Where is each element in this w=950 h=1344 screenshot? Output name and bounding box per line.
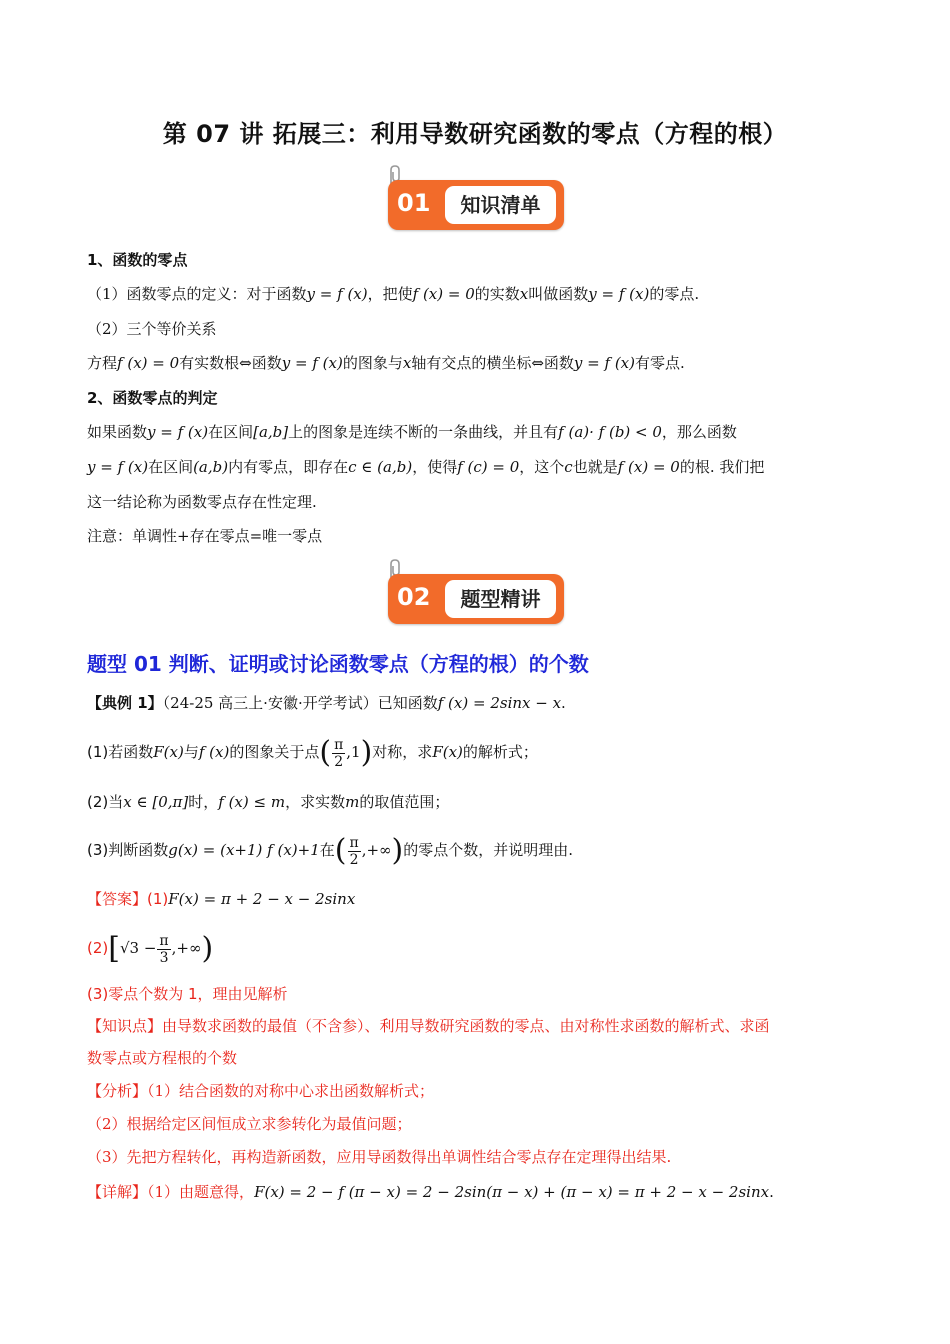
equivalence-line: 方程f (x) = 0有实数根⇔函数y = f (x)的图象与x轴有交点的横坐标⇔函数y = f (x)有零点.: [87, 354, 685, 372]
section-badge-knowledge: [383, 164, 573, 236]
theorem-line-1: 如果函数y = f (x)在区间[a,b]上的图象是连续不断的一条曲线，并且有f (a)· f (b) < 0，那么函数: [87, 423, 737, 441]
question-type-heading: 题型 01 判断、证明或讨论函数零点（方程的根）的个数: [87, 652, 589, 676]
badge-number: 01: [397, 189, 431, 217]
badge-label: 题型精讲: [445, 580, 556, 618]
analysis-3: （3）先把方程转化，再构造新函数，应用导函数得出单调性结合零点存在定理得出结果.: [87, 1148, 672, 1166]
question-2: (2)当x ∈ [0,π]时，f (x) ≤ m，求实数m的取值范围；: [87, 793, 450, 811]
fraction-pi-over-2: $\frac{\pi}{2}$: [349, 834, 359, 868]
question-3: (3)判断函数g(x) = (x+1) f (x)+1在( $\frac{\pi}{2}$ ,+∞)的零点个数，并说明理由.: [87, 833, 574, 868]
fraction-pi-over-3: $\frac{\pi}{3}$: [159, 932, 169, 966]
note-line: 注意：单调性+存在零点=唯一零点: [87, 527, 323, 545]
theorem-line-3: 这一结论称为函数零点存在性定理.: [87, 493, 317, 511]
heading-zero-criterion: 2、函数零点的判定: [87, 389, 218, 407]
fraction-pi-over-2: $\frac{\pi}{2}$: [334, 736, 344, 770]
detail-line: 【详解】（1）由题意得，F(x) = 2 − f (π − x) = 2 − 2sin(π − x) + (π − x) = π + 2 − x − 2sinx.: [87, 1183, 774, 1201]
section-badge-examples: [383, 558, 573, 630]
question-1: (1)若函数F(x)与f (x)的图象关于点( $\frac{\pi}{2}$ ,1)对称，求F(x)的解析式；: [87, 735, 538, 770]
equivalence-title: （2）三个等价关系: [87, 320, 217, 338]
badge-number: 02: [397, 583, 431, 611]
answer-2: (2)[√3 − $\frac{\pi}{3}$ ,+∞): [87, 931, 214, 966]
knowledge-point-line-1: 【知识点】由导数求函数的最值（不含参）、利用导数研究函数的零点、由对称性求函数的解析式、求函: [87, 1017, 770, 1035]
theorem-line-2: y = f (x)在区间(a,b)内有零点，即存在c ∈ (a,b)，使得f (c) = 0，这个c也就是f (x) = 0的根. 我们把: [87, 458, 765, 476]
answer-3: (3)零点个数为 1，理由见解析: [87, 985, 288, 1003]
knowledge-point-line-2: 数零点或方程根的个数: [87, 1049, 238, 1067]
analysis-2: （2）根据给定区间恒成立求参转化为最值问题；: [87, 1115, 412, 1133]
analysis-1: 【分析】（1）结合函数的对称中心求出函数解析式；: [87, 1082, 435, 1100]
page-title: 第 07 讲 拓展三：利用导数研究函数的零点（方程的根）: [162, 120, 788, 148]
badge-label: 知识清单: [445, 186, 556, 224]
example-intro: 【典例 1】（24-25 高三上·安徽·开学考试）已知函数f (x) = 2sinx − x.: [87, 694, 566, 712]
heading-zero-point: 1、函数的零点: [87, 251, 188, 269]
definition-line: （1）函数零点的定义：对于函数y = f (x)，把使f (x) = 0的实数x叫做函数y = f (x)的零点.: [87, 285, 700, 303]
answer-1: 【答案】(1)F(x) = π + 2 − x − 2sinx: [87, 890, 356, 908]
